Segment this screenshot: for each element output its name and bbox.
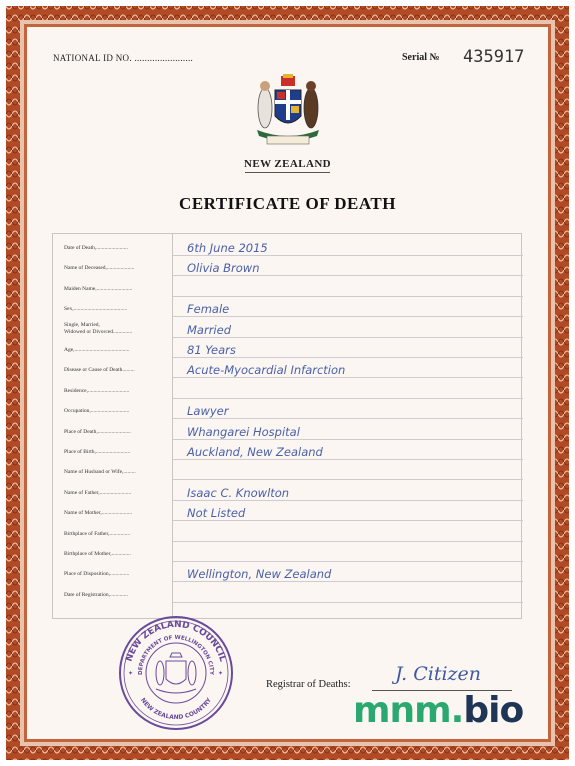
record-row: [53, 318, 521, 338]
field-label: Occupation,............................: [64, 408, 130, 415]
watermark-part1: mnm.: [353, 690, 464, 731]
row-rule: [173, 602, 523, 603]
field-label: Single, Married, Widowed or Divorced..............: [64, 321, 133, 335]
field-label: Sex,.......................................: [64, 306, 128, 313]
record-row: [53, 358, 521, 378]
record-row: [53, 277, 521, 297]
field-value: Wellington, New Zealand: [187, 567, 332, 582]
registrar-signature: J. Citizen: [395, 663, 482, 685]
field-value: Female: [187, 302, 230, 317]
record-row: [53, 562, 521, 582]
seal-bottom-text: NEW ZEALAND COUNTRY: [139, 696, 213, 722]
record-row: [53, 420, 521, 440]
field-value: Not Listed: [187, 506, 246, 521]
country-underline: [245, 172, 330, 173]
field-label: Place of Death,........................: [64, 428, 131, 435]
field-value: Olivia Brown: [187, 261, 260, 276]
field-label: Name of Father,.......................: [64, 489, 132, 496]
field-label: Birthplace of Father,...............: [64, 530, 131, 537]
seal-star-right: ✦: [218, 671, 224, 677]
svg-text:DEPARTMENT OF WELLINGTON CITY: [138, 635, 214, 676]
record-row: [53, 338, 521, 358]
field-label: Residence,..............................: [64, 387, 130, 394]
record-row: [53, 440, 521, 460]
field-label: Name of Husband or Wife,.........: [64, 469, 136, 476]
field-value: Auckland, New Zealand: [187, 445, 323, 459]
serial-label: Serial №: [402, 52, 440, 63]
council-seal: [116, 613, 236, 733]
seal-crest-icon: [156, 653, 196, 693]
field-value: Isaac C. Knowlton: [187, 485, 290, 500]
record-row: [53, 379, 521, 399]
svg-text:NEW ZEALAND COUNTRY: [139, 696, 213, 721]
field-value: Married: [187, 322, 231, 337]
field-label: Name of Deceased,....................: [64, 265, 135, 272]
seal-inner-text: DEPARTMENT OF WELLINGTON CITY: [137, 634, 215, 676]
nz-coat-of-arms-icon: [247, 72, 329, 154]
field-label: Maiden Name,..........................: [64, 285, 133, 292]
record-table: [52, 233, 522, 619]
field-value: 81 Years: [187, 343, 236, 357]
field-label: Place of Birth,.........................: [64, 449, 131, 455]
watermark-part2: bio: [463, 690, 524, 731]
record-row: [53, 583, 521, 603]
field-label: Date of Registration,.............: [64, 591, 128, 598]
record-row: [53, 297, 521, 317]
record-row: [53, 481, 521, 501]
field-value: Acute-Myocardial Infarction: [187, 363, 346, 378]
field-label: Disease or Cause of Death.........: [64, 367, 135, 374]
watermark-logo: [353, 690, 523, 731]
field-label: Place of Disposition,..............: [64, 571, 130, 578]
national-id-label: NATIONAL ID NO. .......................: [53, 53, 194, 63]
seal-star-left: ✦: [128, 671, 134, 677]
serial-number: 435917: [463, 47, 525, 67]
field-value: 6th June 2015: [187, 241, 268, 255]
field-label: Date of Death,.......................: [64, 245, 128, 251]
country-name: NEW ZEALAND: [243, 158, 332, 170]
record-row: [53, 256, 521, 276]
field-value: Whangarei Hospital: [187, 424, 300, 439]
field-value: Lawyer: [187, 404, 229, 419]
record-row: [53, 399, 521, 419]
record-row: [53, 542, 521, 562]
seal-outer-text: NEW ZEALAND COUNCIL: [124, 619, 228, 663]
record-row: [53, 460, 521, 480]
field-label: Birthplace of Mother,..............: [64, 551, 131, 557]
field-label: Age,........................................: [64, 347, 130, 353]
certificate-title: CERTIFICATE OF DEATH: [179, 194, 396, 213]
record-row: [53, 522, 521, 542]
record-row: [53, 501, 521, 521]
record-row: [53, 236, 521, 256]
registrar-label: Registrar of Deaths:: [266, 679, 351, 690]
field-label: Name of Mother,......................: [64, 510, 133, 517]
